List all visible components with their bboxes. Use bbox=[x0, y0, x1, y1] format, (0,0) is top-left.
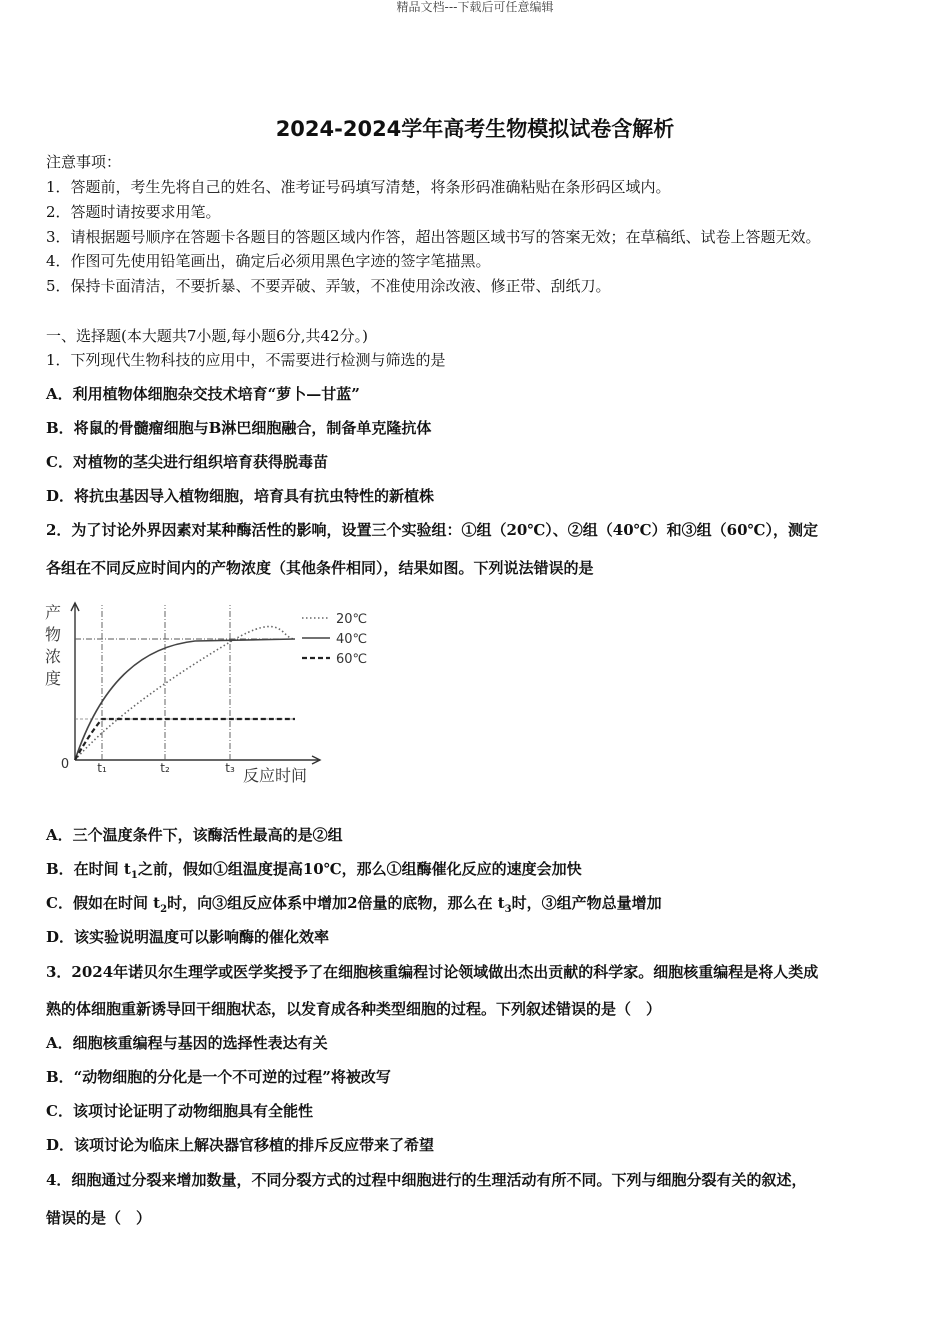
page-title: 2024-2024学年高考生物模拟试卷含解析 bbox=[275, 117, 675, 141]
q1-option-d: D．将抗虫基因导入植物细胞，培育具有抗虫特性的新植株 bbox=[46, 487, 435, 505]
q2-option-c bbox=[46, 893, 662, 920]
q1-option-c: C．对植物的茎尖进行组织培育获得脱毒苗 bbox=[46, 453, 328, 471]
notice-item: 1．答题前，考生先将自己的姓名、准考证号码填写清楚，将条形码准确粘贴在条形码区域内。 bbox=[46, 178, 671, 196]
q3-stem-line1: 3．2024年诺贝尔生理学或医学奖授予了在细胞核重编程讨论领域做出杰出贡献的科学家。细胞核重编程是将人类成 bbox=[46, 963, 819, 981]
q2-option-a: A．三个温度条件下，该酶活性最高的是②组 bbox=[46, 826, 343, 844]
y-axis-label-char: 度 bbox=[44, 669, 62, 688]
q2-option-b-pre: B．在时间 t bbox=[46, 860, 131, 878]
legend-label: 20℃ bbox=[336, 612, 368, 627]
q2-option-c-mid: 时，向③组反应体系中增加2倍量的底物，那么在 t bbox=[167, 894, 505, 912]
legend-label: 60℃ bbox=[336, 652, 368, 667]
q2-option-c-pre: C．假如在时间 t bbox=[46, 894, 161, 912]
notice-item: 4．作图可先使用铅笔画出，确定后必须用黑色字迹的签字笔描黑。 bbox=[46, 252, 491, 270]
q1-stem: 1．下列现代生物科技的应用中，不需要进行检测与筛选的是 bbox=[46, 351, 446, 369]
q2-option-c-sub: 2 bbox=[160, 904, 168, 915]
q3-option-a: A．细胞核重编程与基因的选择性表达有关 bbox=[46, 1034, 328, 1052]
notice-item: 2．答题时请按要求用笔。 bbox=[46, 203, 221, 221]
legend-label: 40℃ bbox=[336, 632, 368, 647]
notice-item: 5．保持卡面清洁，不要折暴、不要弄破、弄皱，不准使用涂改液、修正带、刮纸刀。 bbox=[46, 277, 611, 295]
q4-stem-line2: 错误的是（ ） bbox=[46, 1209, 152, 1227]
y-axis-label-char: 浓 bbox=[44, 647, 62, 666]
q4-stem-line1: 4．细胞通过分裂来增加数量，不同分裂方式的过程中细胞进行的生理活动有所不同。下列与细胞分裂有关的叙述， bbox=[46, 1171, 807, 1189]
header-note: 精品文档---下载后可任意编辑 bbox=[396, 0, 554, 14]
q2-option-c-sub2: 3 bbox=[504, 904, 512, 915]
section-heading: 一、选择题(本大题共7小题,每小题6分,共42分。) bbox=[46, 327, 368, 345]
notice-heading: 注意事项： bbox=[46, 153, 122, 171]
q3-option-d: D．该项讨论为临床上解决器官移植的排斥反应带来了希望 bbox=[46, 1136, 435, 1154]
q2-option-d: D．该实验说明温度可以影响酶的催化效率 bbox=[46, 928, 330, 946]
x-tick-label: t₃ bbox=[225, 761, 235, 775]
q2-option-b bbox=[46, 859, 582, 886]
notice-item: 3．请根据题号顺序在答题卡各题目的答题区域内作答，超出答题区域书写的答案无效；在草稿纸、试卷上答题无效。 bbox=[46, 228, 821, 246]
series-line-dashed bbox=[75, 719, 295, 760]
x-axis-label: 反应时间 bbox=[242, 766, 308, 785]
q2-option-b-post: 之前，假如①组温度提高10℃，那么①组酶催化反应的速度会加快 bbox=[137, 860, 582, 878]
q1-option-b: B．将鼠的骨髓瘤细胞与B淋巴细胞融合，制备单克隆抗体 bbox=[46, 419, 432, 437]
y-axis-label-char: 产 bbox=[44, 603, 62, 622]
q1-option-a: A．利用植物体细胞杂交技术培育“萝卜—甘蓝” bbox=[46, 385, 360, 403]
product-concentration-chart bbox=[40, 598, 380, 798]
x-tick-label: t₁ bbox=[97, 761, 107, 775]
q3-option-c: C．该项讨论证明了动物细胞具有全能性 bbox=[46, 1102, 313, 1120]
y-axis-label-char: 物 bbox=[44, 625, 62, 644]
q2-option-c-post: 时，③组产物总量增加 bbox=[511, 894, 662, 912]
q2-stem-line2: 各组在不同反应时间内的产物浓度（其他条件相同），结果如图。下列说法错误的是 bbox=[46, 559, 594, 577]
q2-stem-line1: 2．为了讨论外界因素对某种酶活性的影响，设置三个实验组：①组（20℃）、②组（40℃）和③组（60℃），测定 bbox=[46, 521, 818, 539]
q3-option-b: B．“动物细胞的分化是一个不可逆的过程”将被改写 bbox=[46, 1068, 391, 1086]
q2-option-b-sub: 1 bbox=[130, 870, 138, 881]
origin-label: 0 bbox=[60, 757, 70, 772]
series-line-solid bbox=[75, 639, 295, 760]
x-tick-label: t₂ bbox=[160, 761, 170, 775]
q3-stem-line2: 熟的体细胞重新诱导回干细胞状态，以发育成各种类型细胞的过程。下列叙述错误的是（ ） bbox=[46, 1000, 662, 1018]
